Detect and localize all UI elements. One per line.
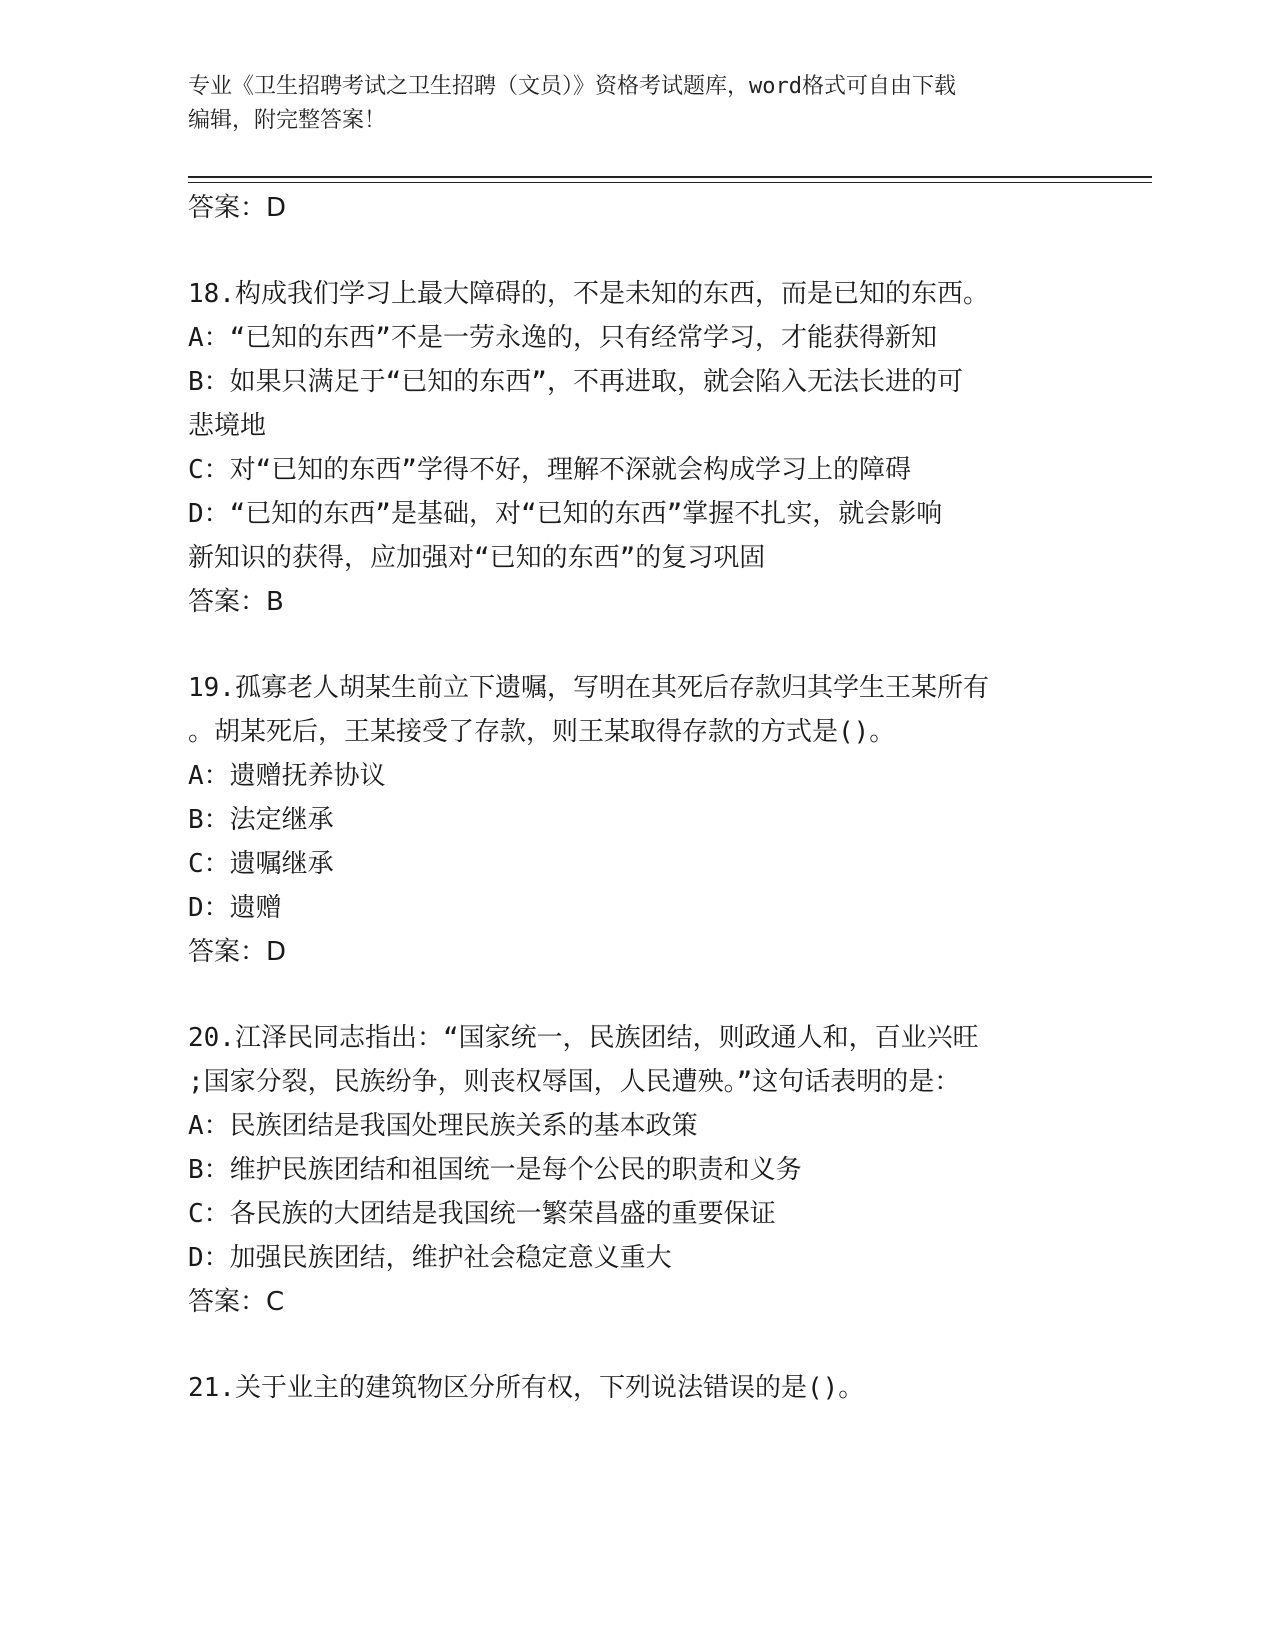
document-header [188,70,1088,138]
option-b: B：维护民族团结和祖国统一是每个公民的职责和义务 [188,1155,802,1185]
option-d: D：遗赠 [188,893,282,923]
option-d: D：加强民族团结，维护社会稳定意义重大 [188,1243,672,1273]
option-c: C：对“已知的东西”学得不好，理解不深就会构成学习上的障碍 [188,455,911,485]
option-b: B：法定继承 [188,805,334,835]
header-divider-thin [188,182,1152,183]
question-stem: 19.孤寡老人胡某生前立下遗嘱，写明在其死后存款归其学生王某所有 [188,673,989,703]
answer-line: 答案：D [188,193,287,223]
option-c: C：遗嘱继承 [188,849,334,879]
question-stem: 20.江泽民同志指出：“国家统一，民族团结，则政通人和，百业兴旺 [188,1023,979,1053]
question-stem: 21.关于业主的建筑物区分所有权，下列说法错误的是()。 [188,1373,865,1403]
question-stem-continued: 。胡某死后，王某接受了存款，则王某取得存款的方式是()。 [188,717,896,747]
header-line-2: 编辑，附完整答案！ [188,108,387,133]
question-stem-continued: ;国家分裂，民族纷争，则丧权辱国，人民遭殃。”这句话表明的是： [188,1067,961,1097]
option-d-continued: 新知识的获得，应加强对“已知的东西”的复习巩固 [188,543,766,573]
answer-line: 答案：B [188,587,284,617]
option-b-continued: 悲境地 [188,411,267,441]
header-line-1: 专业《卫生招聘考试之卫生招聘（文员）》资格考试题库，word格式可自由下载 [188,74,956,99]
answer-line: 答案：C [188,1287,285,1317]
question-stem: 18.构成我们学习上最大障碍的，不是未知的东西，而是已知的东西。 [188,279,989,309]
option-a: A：民族团结是我国处理民族关系的基本政策 [188,1111,698,1141]
header-divider-thick [188,176,1152,178]
answer-line: 答案：D [188,937,287,967]
option-a: A：遗赠抚养协议 [188,761,386,791]
option-b: B：如果只满足于“已知的东西”，不再进取，就会陷入无法长进的可 [188,367,963,397]
option-d: D：“已知的东西”是基础，对“已知的东西”掌握不扎实，就会影响 [188,499,943,529]
option-a: A：“已知的东西”不是一劳永逸的，只有经常学习，才能获得新知 [188,323,937,353]
option-c: C：各民族的大团结是我国统一繁荣昌盛的重要保证 [188,1199,776,1229]
